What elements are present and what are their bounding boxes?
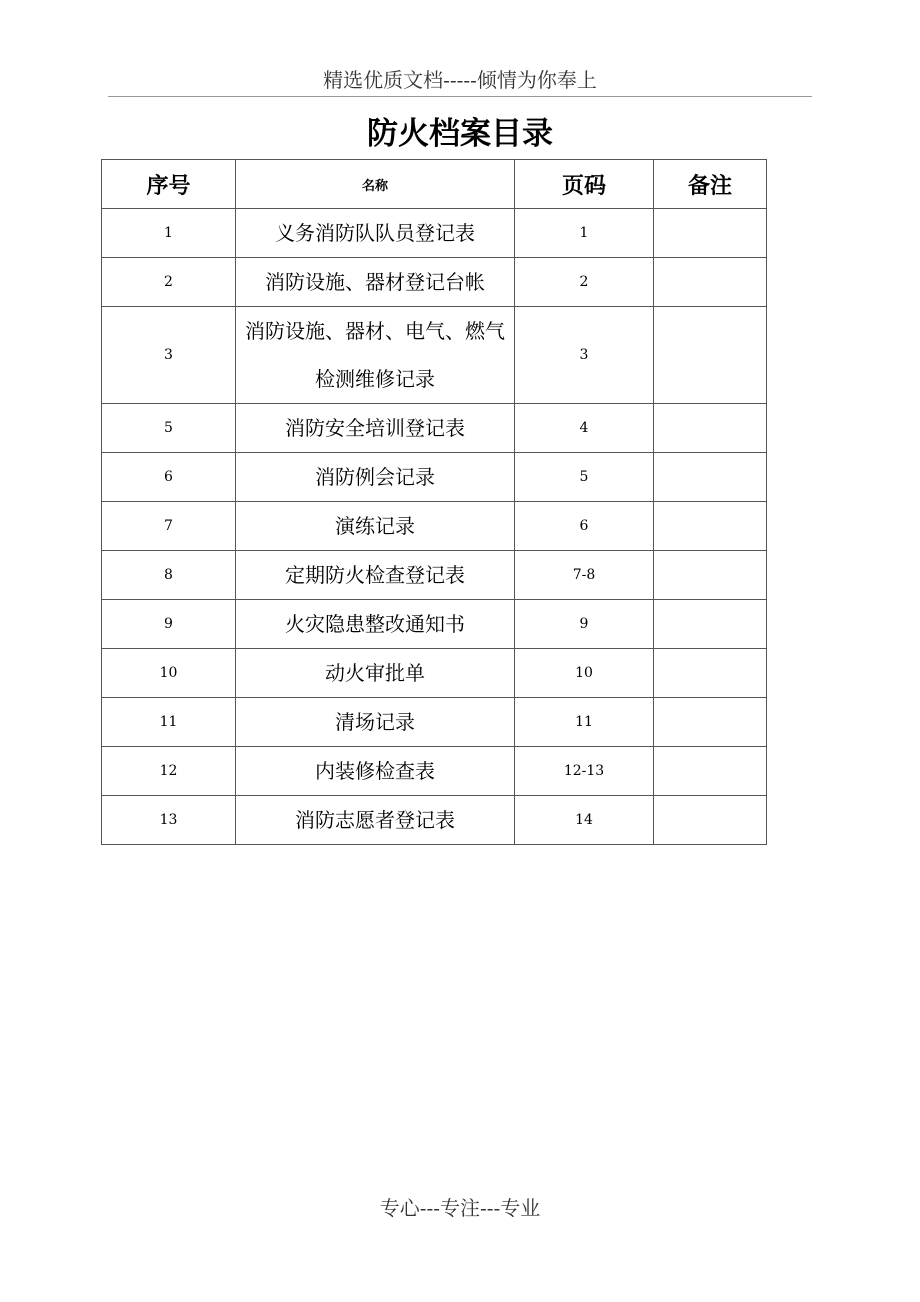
page-footer: 专心---专注---专业 — [379, 1196, 541, 1220]
row-remark — [654, 209, 767, 258]
row-index: 9 — [102, 600, 236, 649]
table-header-row — [102, 160, 767, 209]
row-index: 10 — [102, 649, 236, 698]
header-name: 名称 — [236, 160, 515, 209]
row-remark — [654, 404, 767, 453]
row-name: 内装修检查表 — [236, 747, 515, 796]
row-name: 清场记录 — [236, 698, 515, 747]
row-index: 6 — [102, 453, 236, 502]
row-index: 2 — [102, 258, 236, 307]
row-remark — [654, 453, 767, 502]
row-name: 消防设施、器材登记台帐 — [236, 258, 515, 307]
row-name: 消防安全培训登记表 — [236, 404, 515, 453]
row-index: 12 — [102, 747, 236, 796]
table-row — [102, 600, 767, 649]
page-header: 精选优质文档-----倾情为你奉上 — [108, 64, 812, 97]
row-page: 9 — [515, 600, 654, 649]
row-page: 5 — [515, 453, 654, 502]
row-name: 义务消防队队员登记表 — [236, 209, 515, 258]
row-remark — [654, 796, 767, 845]
row-index: 3 — [102, 307, 236, 404]
row-name: 动火审批单 — [236, 649, 515, 698]
row-name: 消防例会记录 — [236, 453, 515, 502]
table-row — [102, 649, 767, 698]
row-remark — [654, 307, 767, 404]
row-remark — [654, 600, 767, 649]
row-remark — [654, 649, 767, 698]
table-row — [102, 258, 767, 307]
table-row — [102, 453, 767, 502]
row-remark — [654, 502, 767, 551]
header-index: 序号 — [102, 160, 236, 209]
row-page: 1 — [515, 209, 654, 258]
row-page: 2 — [515, 258, 654, 307]
table-row — [102, 209, 767, 258]
row-remark — [654, 258, 767, 307]
row-page: 3 — [515, 307, 654, 404]
row-page: 4 — [515, 404, 654, 453]
row-remark — [654, 698, 767, 747]
row-name: 火灾隐患整改通知书 — [236, 600, 515, 649]
catalog-table — [101, 159, 767, 845]
table-row — [102, 502, 767, 551]
row-page: 6 — [515, 502, 654, 551]
row-index: 1 — [102, 209, 236, 258]
row-page: 10 — [515, 649, 654, 698]
row-name: 消防设施、器材、电气、燃气检测维修记录 — [236, 307, 515, 404]
row-index: 8 — [102, 551, 236, 600]
row-index: 11 — [102, 698, 236, 747]
header-remark: 备注 — [654, 160, 767, 209]
row-page: 7-8 — [515, 551, 654, 600]
row-page: 14 — [515, 796, 654, 845]
page-title: 防火档案目录 — [367, 116, 553, 152]
table-row — [102, 307, 767, 404]
row-page: 12-13 — [515, 747, 654, 796]
row-name: 消防志愿者登记表 — [236, 796, 515, 845]
table-row — [102, 796, 767, 845]
table-row — [102, 698, 767, 747]
row-remark — [654, 747, 767, 796]
row-index: 13 — [102, 796, 236, 845]
row-remark — [654, 551, 767, 600]
row-name: 定期防火检查登记表 — [236, 551, 515, 600]
table-row — [102, 551, 767, 600]
table-row — [102, 747, 767, 796]
row-index: 7 — [102, 502, 236, 551]
table-row — [102, 404, 767, 453]
row-index: 5 — [102, 404, 236, 453]
row-page: 11 — [515, 698, 654, 747]
row-name: 演练记录 — [236, 502, 515, 551]
header-page: 页码 — [515, 160, 654, 209]
